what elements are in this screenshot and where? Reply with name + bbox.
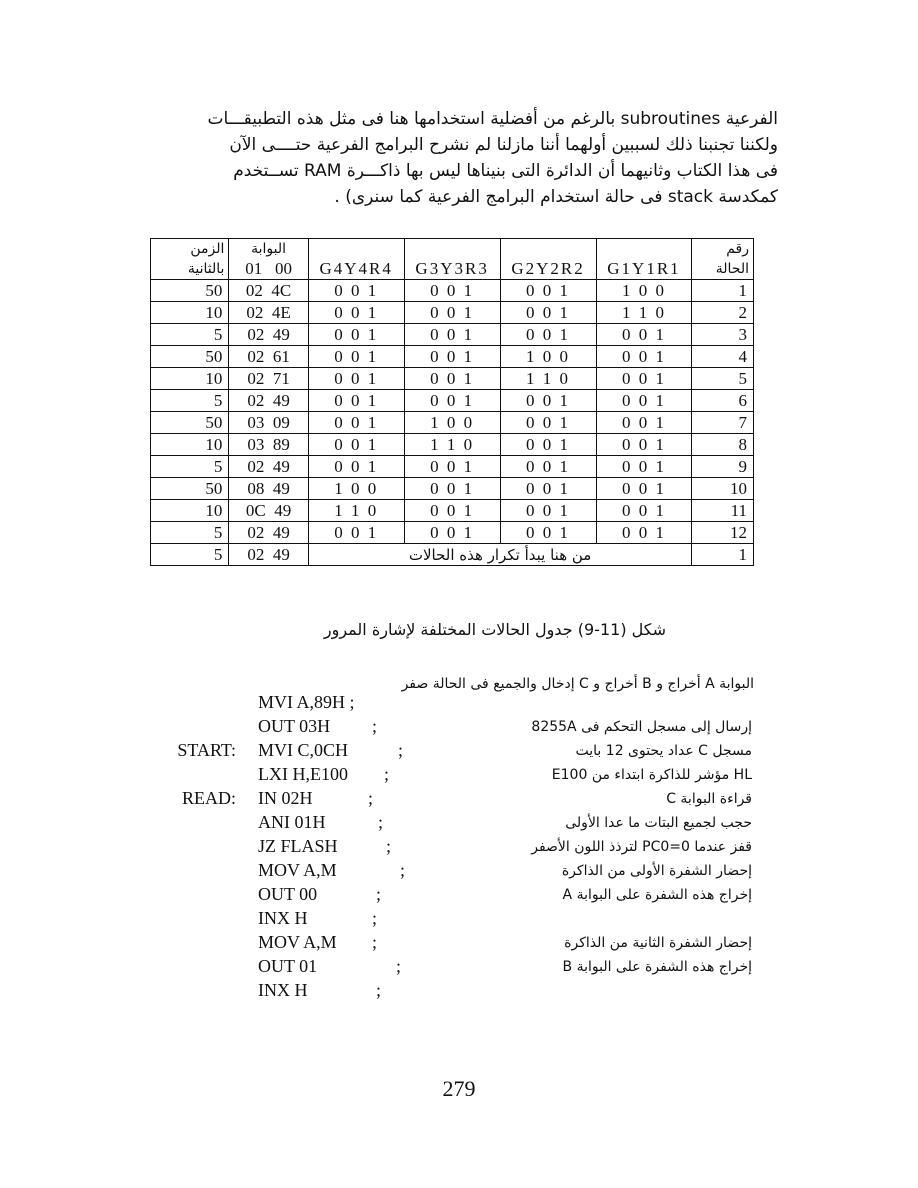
cell-g3: 1 1 0 [404,434,500,456]
cell-case: 9 [692,456,754,478]
cell-g3: 0 0 1 [404,324,500,346]
cell-port: 02 61 [229,346,308,368]
header-g4: G4Y4R4 [308,239,404,280]
table-row [151,500,754,522]
header-time-line2: بالثانية [187,261,225,277]
code-semicolon: ; [372,932,378,952]
table-body [151,280,754,544]
cell-port: 02 4E [229,302,308,324]
cell-case: 4 [692,346,754,368]
header-port [229,239,308,280]
intro-paragraph [138,106,778,210]
code-line [150,956,760,980]
cell-time: 10 [151,368,229,390]
paragraph-line: فى هذا الكتاب وثانيهما أن الدائرة التى بنيناها ليس بها ذاكـــرة RAM تســتخدم [233,161,778,181]
cell-g4: 1 0 0 [308,478,404,500]
cell-g3: 0 0 1 [404,522,500,544]
cell-g2: 0 0 1 [500,280,596,302]
code-comment: حجب لجميع البتات ما عدا الأولى [565,815,752,831]
code-semicolon: ; [400,860,406,880]
repeat-note: من هنا يبدأ تكرار هذه الحالات [308,544,692,566]
cell-case: 1 [692,544,754,566]
cell-port: 02 4C [229,280,308,302]
cell-time: 5 [151,324,229,346]
paragraph-line: الفرعية subroutines بالرغم من أفضلية استخدامها هنا فى مثل هذه التطبيقـــات [207,109,778,129]
cell-g4: 0 0 1 [308,280,404,302]
cell-g2: 0 0 1 [500,500,596,522]
code-instruction: MOV A,M [258,860,337,880]
cell-g3: 0 0 1 [404,368,500,390]
code-comment: HL مؤشر للذاكرة ابتداء من E100 [551,767,752,783]
cell-port: 0C 49 [229,500,308,522]
cell-port: 02 49 [229,544,308,566]
cell-time: 5 [151,544,229,566]
code-instruction: ANI 01H [258,812,326,832]
cell-g4: 0 0 1 [308,324,404,346]
code-line [150,932,760,956]
header-g2: G2Y2R2 [500,239,596,280]
cell-g2: 1 0 0 [500,346,596,368]
cell-g4: 0 0 1 [308,368,404,390]
code-line [150,860,760,884]
cell-case: 12 [692,522,754,544]
cell-port: 08 49 [229,478,308,500]
cell-case: 11 [692,500,754,522]
cell-port: 02 49 [229,390,308,412]
table-row [151,478,754,500]
cell-g4: 0 0 1 [308,456,404,478]
cell-g3: 0 0 1 [404,390,500,412]
cell-g1: 0 0 1 [596,346,692,368]
header-case [692,239,754,280]
table-row [151,434,754,456]
cell-g3: 0 0 1 [404,456,500,478]
code-semicolon: ; [386,836,392,856]
header-g1: G1Y1R1 [596,239,692,280]
code-semicolon: ; [396,956,402,976]
cell-case: 3 [692,324,754,346]
code-comment: إحضار الشفرة الأولى من الذاكرة [561,863,752,879]
cell-port: 03 09 [229,412,308,434]
code-instruction: MOV A,M [258,932,337,952]
cell-g1: 0 0 1 [596,478,692,500]
cell-g1: 0 0 1 [596,456,692,478]
cell-g1: 0 0 1 [596,368,692,390]
code-semicolon: ; [398,740,404,760]
code-line [150,716,760,740]
cell-g1: 0 0 1 [596,412,692,434]
code-comment: إحضار الشفرة الثانية من الذاكرة [564,935,752,951]
cell-time: 5 [151,522,229,544]
code-semicolon: ; [384,764,390,784]
cell-g3: 0 0 1 [404,346,500,368]
figure-caption: شكل (11-9) جدول الحالات المختلفة لإشارة المرور [323,620,666,639]
table-row [151,324,754,346]
cell-g2: 0 0 1 [500,434,596,456]
code-comment: إخراج هذه الشفرة على البوابة A [562,887,752,903]
code-semicolon: ; [368,788,374,808]
cell-time: 50 [151,478,229,500]
code-instruction: OUT 03H [258,716,331,736]
code-instruction: LXI H,E100 [258,764,348,784]
cell-g4: 0 0 1 [308,346,404,368]
code-comment: إرسال إلى مسجل التحكم فى 8255A [531,719,752,735]
code-intro: البوابة A أخراج و B أخراج و C إدخال والجميع فى الحالة صفر [401,676,754,692]
code-instruction: OUT 01 [258,956,318,976]
cell-g3: 0 0 1 [404,280,500,302]
code-instruction: MVI A,89H ; [258,692,355,712]
code-line [150,788,760,812]
page-number: 279 [442,1076,476,1101]
cell-port: 02 49 [229,456,308,478]
code-instruction: INX H [258,980,308,1000]
code-instruction: MVI C,0CH [258,740,349,760]
assembly-code-block [150,692,760,1004]
cell-g3: 0 0 1 [404,500,500,522]
table-row [151,522,754,544]
code-instruction: IN 02H [258,788,313,808]
cell-g3: 0 0 1 [404,478,500,500]
code-instruction: JZ FLASH [258,836,338,856]
table-row [151,302,754,324]
table-header-row [151,239,754,280]
code-comment: قراءة البوابة C [666,791,752,807]
table-row-repeat [151,544,754,566]
header-port-line1: البوابة [251,241,287,257]
header-time-line1: الزمن [190,241,225,257]
code-label: READ: [182,788,236,808]
paragraph-line: ولكننا تجنبنا ذلك لسببين أولهما أننا مازلنا لم نشرح البرامج الفرعية حتــــى الآن [229,135,778,155]
code-semicolon: ; [376,884,382,904]
cell-port: 02 49 [229,522,308,544]
code-semicolon: ; [376,980,382,1000]
code-comment: مسجل C عداد يحتوى 12 بايت [575,743,752,759]
header-time [151,239,229,280]
cell-case: 1 [692,280,754,302]
cell-time: 10 [151,500,229,522]
traffic-states-table [150,238,754,566]
cell-port: 03 89 [229,434,308,456]
header-g3: G3Y3R3 [404,239,500,280]
cell-case: 10 [692,478,754,500]
code-line [150,836,760,860]
paragraph-line: كمكدسة stack فى حالة استخدام البرامج الفرعية كما سنرى) . [334,187,778,207]
code-label: START: [177,740,236,760]
cell-g2: 0 0 1 [500,478,596,500]
cell-g2: 0 0 1 [500,324,596,346]
header-port-line2: 01 00 [245,259,292,278]
cell-g2: 1 1 0 [500,368,596,390]
code-line [150,812,760,836]
cell-g1: 0 0 1 [596,390,692,412]
cell-g1: 0 0 1 [596,500,692,522]
cell-time: 50 [151,346,229,368]
code-comment: قفز عندما PC0=0 لترذذ اللون الأصفر [531,839,752,855]
cell-g3: 0 0 1 [404,302,500,324]
cell-g2: 0 0 1 [500,302,596,324]
code-comment: إخراج هذه الشفرة على البوابة B [562,959,752,975]
cell-g1: 1 0 0 [596,280,692,302]
cell-time: 5 [151,456,229,478]
cell-g1: 0 0 1 [596,434,692,456]
cell-g1: 0 0 1 [596,324,692,346]
cell-g4: 0 0 1 [308,412,404,434]
cell-time: 50 [151,412,229,434]
table-row [151,346,754,368]
code-line [150,908,760,932]
table-row [151,412,754,434]
header-case-line2: الحالة [715,261,749,277]
table-row [151,390,754,412]
cell-port: 02 71 [229,368,308,390]
cell-port: 02 49 [229,324,308,346]
cell-g4: 0 0 1 [308,302,404,324]
cell-g4: 0 0 1 [308,390,404,412]
header-case-line1: رقم [726,241,749,257]
table-row [151,280,754,302]
cell-g4: 1 1 0 [308,500,404,522]
cell-case: 6 [692,390,754,412]
cell-g2: 0 0 1 [500,522,596,544]
code-line [150,692,760,716]
cell-time: 50 [151,280,229,302]
cell-g4: 0 0 1 [308,522,404,544]
code-line [150,764,760,788]
cell-g1: 1 1 0 [596,302,692,324]
code-semicolon: ; [378,812,384,832]
code-line [150,740,760,764]
cell-g2: 0 0 1 [500,456,596,478]
cell-g2: 0 0 1 [500,390,596,412]
cell-time: 10 [151,434,229,456]
cell-time: 5 [151,390,229,412]
cell-case: 5 [692,368,754,390]
cell-case: 7 [692,412,754,434]
cell-g1: 0 0 1 [596,522,692,544]
code-semicolon: ; [372,908,378,928]
cell-g4: 0 0 1 [308,434,404,456]
table-row [151,368,754,390]
table-row [151,456,754,478]
cell-g2: 0 0 1 [500,412,596,434]
code-instruction: INX H [258,908,308,928]
cell-case: 2 [692,302,754,324]
cell-case: 8 [692,434,754,456]
code-line [150,980,760,1004]
cell-g3: 1 0 0 [404,412,500,434]
code-instruction: OUT 00 [258,884,318,904]
code-semicolon: ; [372,716,378,736]
cell-time: 10 [151,302,229,324]
code-line [150,884,760,908]
